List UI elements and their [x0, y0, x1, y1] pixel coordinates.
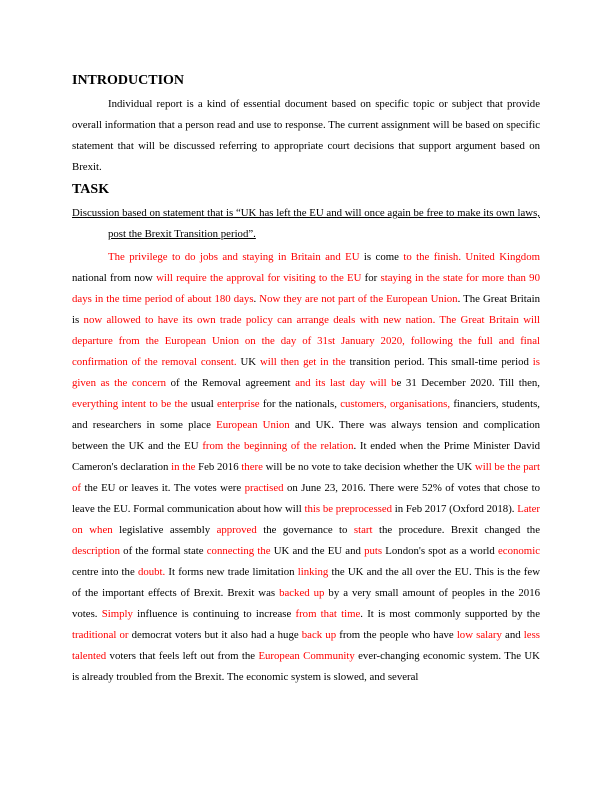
text-segment: London's spot as a world	[382, 545, 499, 557]
task-heading: TASK	[72, 182, 110, 197]
highlighted-text-segment: from the beginning of the relation	[202, 440, 354, 452]
highlighted-text-segment: in the	[171, 461, 196, 473]
text-segment: the EU or leaves it. The votes were	[81, 482, 245, 494]
text-segment: e 31 December 2020. Till then,	[396, 377, 540, 389]
highlighted-text-segment: customers, organisations,	[340, 398, 451, 410]
task-body-paragraph	[72, 247, 540, 688]
highlighted-text-segment: staying in the state for more than 90 days in the time period of about 180 days	[72, 272, 540, 305]
text-segment: centre into the	[72, 566, 138, 578]
text-segment: of the formal state	[119, 545, 207, 557]
document-body	[72, 72, 540, 688]
text-segment: of the Removal agreement	[166, 377, 296, 389]
highlighted-text-segment: European Union	[216, 419, 290, 431]
highlighted-text-segment: everything intent to be the	[72, 398, 188, 410]
text-segment: usual	[187, 398, 218, 410]
highlighted-text-segment: Later on when	[72, 503, 540, 536]
highlighted-text-segment: less talented	[72, 629, 540, 662]
highlighted-text-segment: now allowed to have its own trade policy can arrange deals with new nation. The Great Britain will departure from the European Union on the day of 31st January 2020, following the full and final confirmation of the removal consent.	[72, 314, 540, 368]
text-segment: ever-changing economic system. The UK is already troubled from the Brexit. The economic system is slowed, and several	[72, 650, 540, 683]
text-segment: voters that feels left out from the	[106, 650, 259, 662]
highlighted-text-segment: The privilege to do jobs and staying in Britain and EU	[108, 251, 360, 263]
text-segment: national from now	[72, 272, 157, 284]
highlighted-text-segment: puts	[364, 545, 383, 557]
highlighted-text-segment: backed up	[279, 587, 325, 599]
text-segment: the procedure. Brexit changed the	[372, 524, 540, 536]
highlighted-text-segment: enterprise	[217, 398, 260, 410]
highlighted-text-segment: practised	[244, 482, 284, 494]
highlighted-text-segment: economic	[498, 545, 540, 557]
text-segment: financiers, students, and researchers in some place	[72, 398, 540, 431]
highlighted-text-segment: will then get in the	[259, 356, 346, 368]
highlighted-text-segment: description	[72, 545, 120, 557]
text-segment: will be no vote to take decision whether the UK	[262, 461, 475, 473]
text-segment: in Feb 2017 (Oxford 2018).	[392, 503, 518, 515]
text-segment: and UK. There was always tension and complication between the UK and the EU	[72, 419, 541, 452]
highlighted-text-segment: this be preprocessed	[304, 503, 393, 515]
highlighted-text-segment: will require the approval for visiting to the EU	[156, 272, 362, 284]
text-segment: for the nationals,	[259, 398, 341, 410]
text-segment: democrat voters but it also had a huge	[128, 629, 302, 641]
highlighted-text-segment: doubt.	[137, 566, 166, 578]
text-segment: Feb 2016	[195, 461, 242, 473]
text-segment: . It is most commonly supported by the	[360, 608, 540, 620]
highlighted-text-segment: from that time	[295, 608, 361, 620]
text-segment: It forms new trade limitation	[165, 566, 298, 578]
text-segment: by a very small amount of peoples in the 2016 votes.	[72, 587, 540, 620]
task-statement: Discussion based on statement that is “UK has left the EU and will once again be free to make its own laws, post the Brexit Transition period”.	[72, 207, 540, 240]
introduction-heading: INTRODUCTION	[72, 73, 185, 88]
highlighted-text-segment: Now they are not part of the European Union	[259, 293, 458, 305]
text-segment: the governance to	[256, 524, 354, 536]
highlighted-text-segment: European Community	[258, 650, 355, 662]
text-segment: influence is continuing to increase	[132, 608, 296, 620]
text-segment: UK and the EU and	[270, 545, 365, 557]
text-segment: is come	[359, 251, 404, 263]
highlighted-text-segment: there	[241, 461, 263, 473]
text-segment: and	[501, 629, 524, 641]
highlighted-text-segment: is given as the concern	[72, 356, 540, 389]
text-segment: . It ended when the Prime Minister David Cameron's declaration	[72, 440, 540, 473]
text-segment: on June 23, 2016. There were 52% of votes that chose to leave the EU. Formal communication about how will	[72, 482, 540, 515]
text-segment: UK	[236, 356, 260, 368]
text-segment: from the people who have	[336, 629, 457, 641]
highlighted-text-segment: and its last day will b	[295, 377, 397, 389]
highlighted-text-segment: will be the part of	[72, 461, 540, 494]
highlighted-text-segment: linking	[297, 566, 329, 578]
text-segment: . The Great Britain is	[72, 293, 540, 326]
highlighted-text-segment: approved	[216, 524, 257, 536]
introduction-paragraph: Individual report is a kind of essential document based on specific topic or subject that provide overall information that a person read and use to response. The current assignment will be based on specific statement that will be discussed referring to appropriate court decisions that support argument based on Brexit.	[72, 98, 540, 173]
text-segment: the UK and the all over the EU. This is the few of the important effects of Brexit. Brexit was	[72, 566, 540, 599]
highlighted-text-segment: Simply	[101, 608, 133, 620]
text-segment: .	[253, 293, 260, 305]
text-segment: legislative assembly	[112, 524, 217, 536]
highlighted-text-segment: to the finish. United Kingdom	[403, 251, 540, 263]
highlighted-text-segment: low salary	[456, 629, 502, 641]
text-segment: transition period. This small-time period	[345, 356, 533, 368]
highlighted-text-segment: connecting the	[206, 545, 271, 557]
highlighted-text-segment: back up	[301, 629, 337, 641]
highlighted-text-segment: traditional or	[72, 629, 129, 641]
highlighted-text-segment: start	[353, 524, 373, 536]
text-segment: for	[361, 272, 381, 284]
